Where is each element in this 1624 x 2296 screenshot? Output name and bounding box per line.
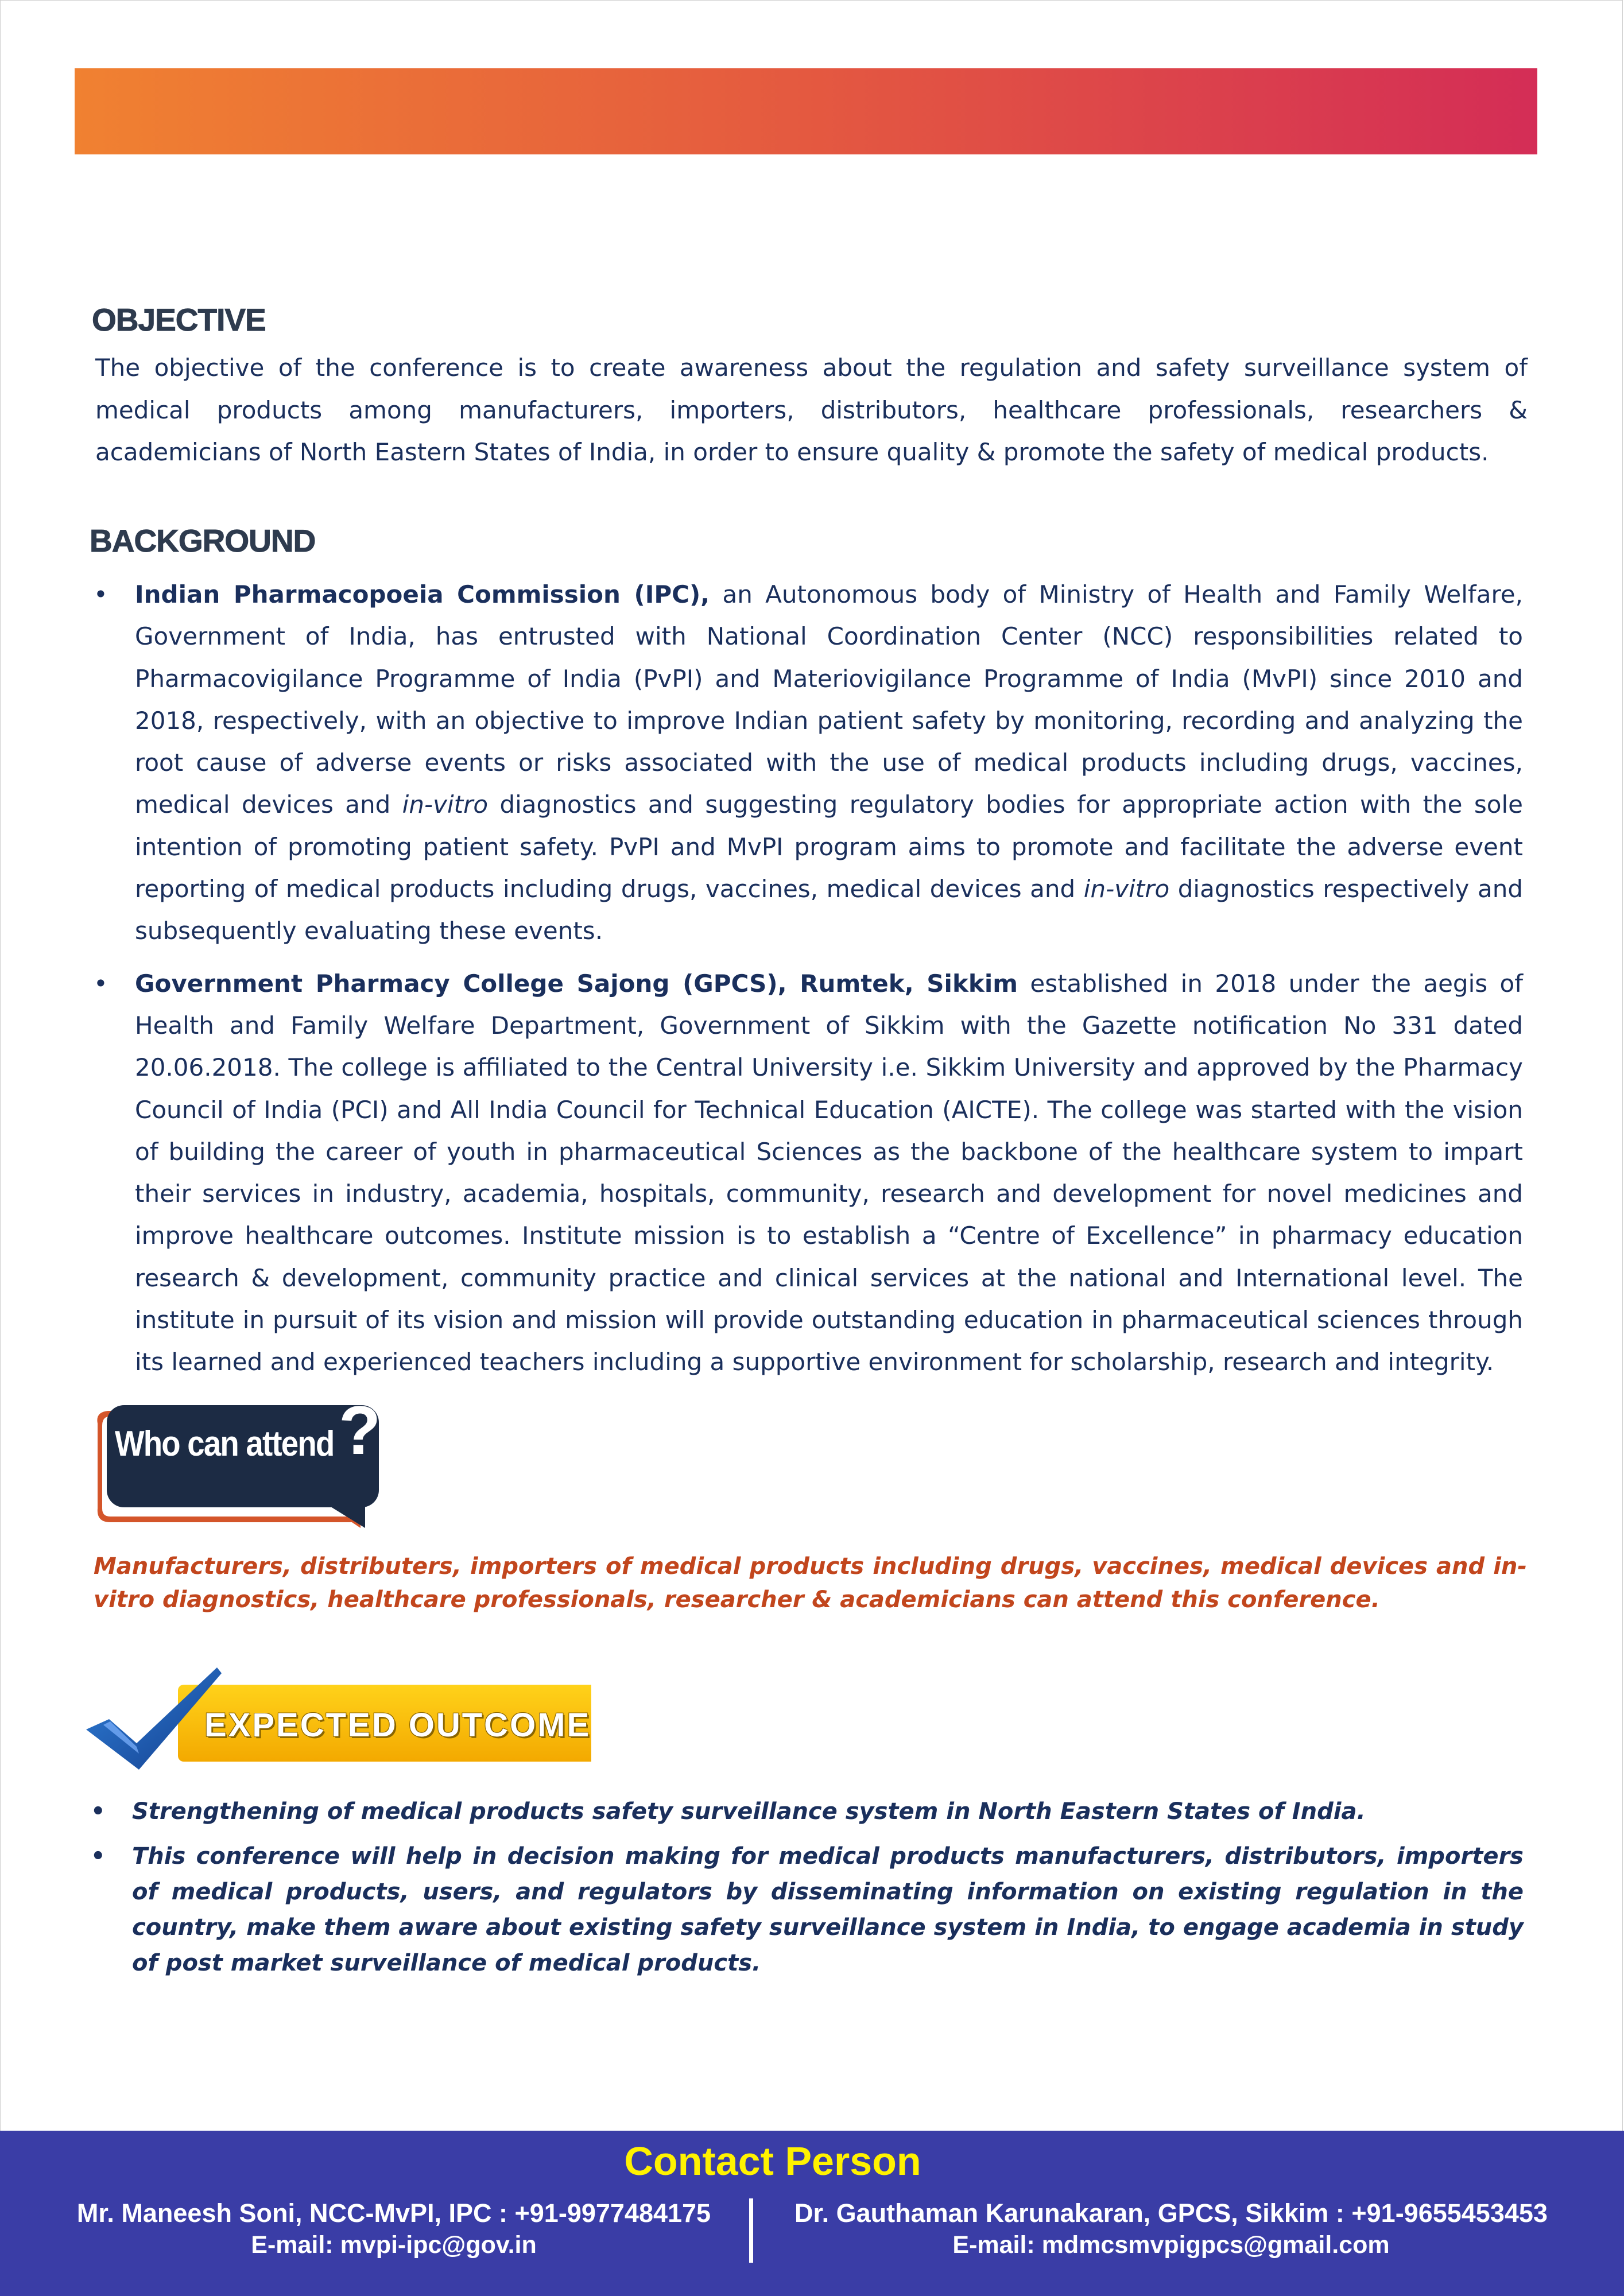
background-item-gpcs-text: established in 2018 under the aegis of Health and Family Welfare Department, Government of Sikkim with the Gazette notification No 331 dated 20.06.2018. The college is affiliated to the Central University i.e. Sikkim University and approved by the Pharmacy Council of India (PCI) and All India Council for Technical Education (AICTE). The college was started with the vision of building the career of youth in pharmaceutical Sciences as the backbone of the healthcare system to impart their services in industry, academia, hospitals, community, research and development for novel medicines and improve healthcare outcomes. Institute mission is to establish a “Centre of Excellence” in pharmacy education research & development, community practice and clinical services at the national and International level. The institute in pursuit of its vision and mission will provide outstanding education in pharmaceutical sciences through its learned and experienced teachers including a supportive environment for scholarship, research and integrity. (135, 969, 1523, 1376)
background-item-ipc-invitro-2: in-vitro (1083, 875, 1170, 903)
contact-left-name: Mr. Maneesh Soni, NCC-MvPI, IPC : +91-9977484175 (76, 2198, 711, 2228)
contact-left-email[interactable]: E-mail: mvpi-ipc@gov.in (251, 2231, 537, 2259)
contact-right-name: Dr. Gauthaman Karunakaran, GPCS, Sikkim : +91-9655453453 (794, 2198, 1548, 2228)
background-item-ipc-text: an Autonomous body of Ministry of Health and Family Welfare, Government of India, has entrusted with National Coordination Center (NCC) responsibilities related to Pharmacovigilance Programme of India (PvPI) and Materiovigilance Programme of India (MvPI) since 2010 and 2018, respectively, with an objective to improve Indian patient safety by monitoring, recording and analyzing the root cause of adverse events or risks associated with the use of medical products including drugs, vaccines, medical devices and (135, 580, 1523, 819)
contact-title: Contact Person (624, 2139, 921, 2183)
who-can-attend-text: Manufacturers, distributers, importers of medical products including drugs, vaccines, medical devices and in-vitro diagnostics, healthcare professionals, researcher & academicians can attend this conference. (94, 1553, 1527, 1613)
objective-text: The objective of the conference is to create awareness about the regulation and safety surveillance system of medical products among manufacturers, importers, distributors, healthcare professionals, researchers & academicians of North Eastern States of India, in order to ensure quality & promote the safety of medical products. (95, 354, 1528, 466)
contact-left (55, 2197, 732, 2260)
outcome-item: • This conference will help in decision making for medical products manufacturers, distributors, importers of medical products, users, and regulators by disseminating information on existing regulation in the country, make them aware about existing safety surveillance system in India, to engage academia in study of post market surveillance of medical products. (91, 1839, 1524, 1981)
background-item-ipc-invitro-1: in-vitro (402, 790, 489, 819)
background-item-ipc-text-3: diagnostics respectively and subsequently evaluating these events. (135, 875, 1523, 945)
background-item-ipc (94, 573, 1523, 952)
footer-divider (749, 2198, 753, 2263)
background-list (94, 573, 1523, 1383)
background-item-gpcs (94, 963, 1523, 1383)
expected-outcome-list (91, 1794, 1524, 1981)
objective-heading: OBJECTIVE (92, 302, 266, 338)
top-gradient-banner (75, 68, 1537, 154)
outcome-item: • Strengthening of medical products safety surveillance system in North Eastern States of India. (91, 1794, 1524, 1829)
background-item-ipc-lead: Indian Pharmacopoeia Commission (IPC), (135, 580, 710, 608)
contact-right-email[interactable]: E-mail: mdmcsmvpigpcs@gmail.com (952, 2231, 1390, 2259)
background-heading: BACKGROUND (90, 523, 316, 559)
contact-right (769, 2197, 1573, 2260)
question-mark-icon: ? (339, 1392, 381, 1469)
who-can-attend-label: Who can attend (115, 1424, 334, 1464)
background-item-ipc-text-2: diagnostics and suggesting regulatory bodies for appropriate action with the sole intention of promoting patient safety. PvPI and MvPI program aims to promote and facilitate the adverse event reporting of medical products including drugs, vaccines, medical devices and (135, 790, 1523, 903)
expected-outcome-label: EXPECTED OUTCOME (204, 1707, 591, 1744)
background-item-gpcs-lead: Government Pharmacy College Sajong (GPCS), Rumtek, Sikkim (135, 969, 1018, 998)
